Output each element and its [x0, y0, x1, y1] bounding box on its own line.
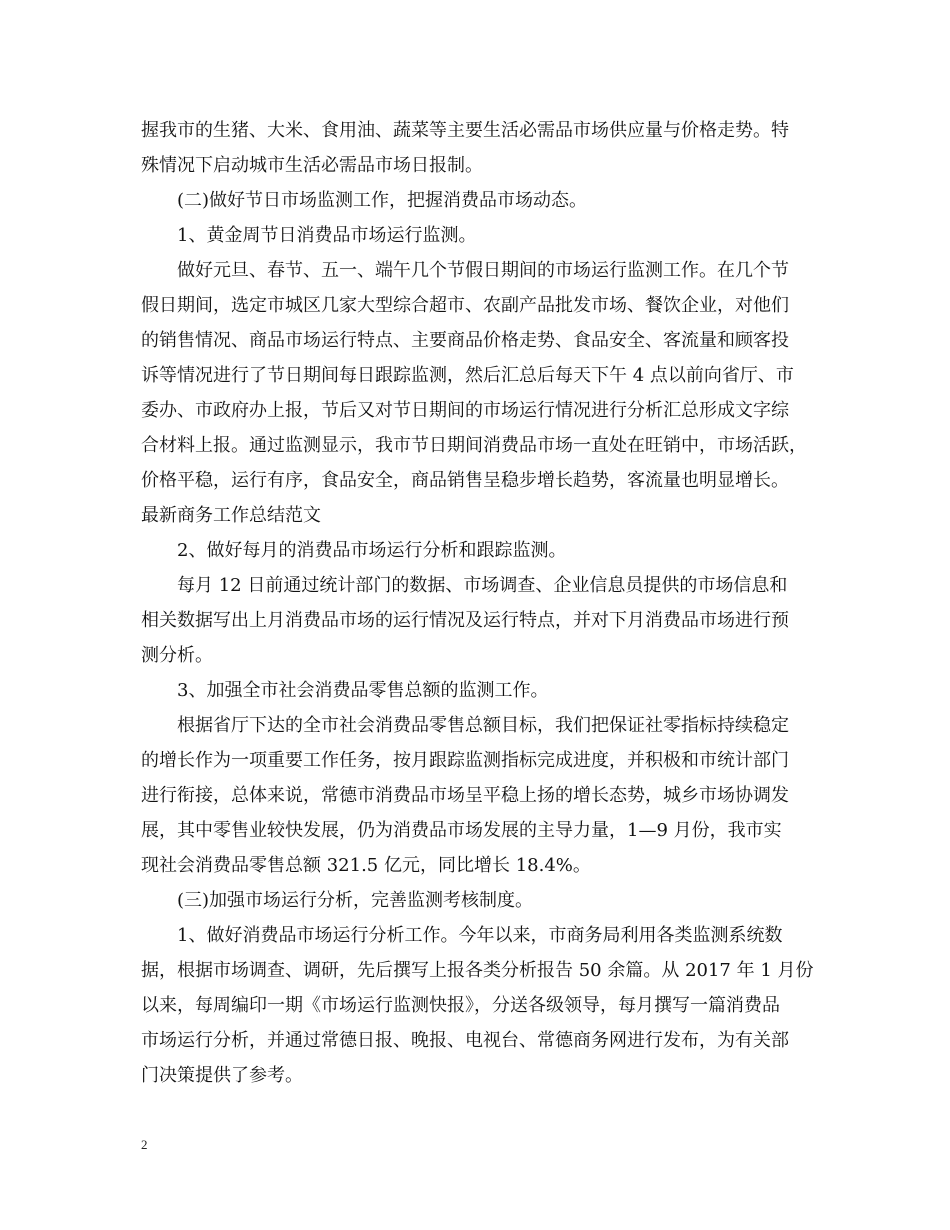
subsection-heading: 1、黄金周节日消费品市场运行监测。: [177, 225, 477, 246]
text-line: 假日期间，选定市城区几家大型综合超市、农副产品批发市场、餐饮企业，对他们: [141, 295, 789, 316]
document-body: [141, 113, 821, 1093]
subsection-heading: 2、做好每月的消费品市场运行分析和跟踪监测。: [177, 540, 567, 561]
text-line: 根据省厅下达的全市社会消费品零售总额目标，我们把保证社零指标持续稳定: [177, 715, 789, 736]
text-line: 据，根据市场调查、调研，先后撰写上报各类分析报告 50 余篇。从 2017 年 1 月份: [141, 960, 814, 981]
text-line: 1、做好消费品市场运行分析工作。今年以来，市商务局利用各类监测系统数: [177, 925, 783, 946]
text-line: 市场运行分析，并通过常德日报、晚报、电视台、常德商务网进行发布，为有关部: [141, 1030, 789, 1051]
text-line: 殊情况下启动城市生活必需品市场日报制。: [141, 155, 483, 176]
text-line: 测分析。: [141, 645, 213, 666]
text-line: 以来，每周编印一期《市场运行监测快报》，分送各级领导，每月撰写一篇消费品: [141, 995, 780, 1016]
text-line: 每月 12 日前通过统计部门的数据、市场调查、企业信息员提供的市场信息和: [177, 575, 788, 596]
text-line: 委办、市政府办上报，节后又对节日期间的市场运行情况进行分析汇总形成文字综: [141, 400, 789, 421]
text-line: 价格平稳，运行有序，食品安全，商品销售呈稳步增长趋势，客流量也明显增长。: [141, 470, 789, 491]
text-line: 进行衔接，总体来说，常德市消费品市场呈平稳上扬的增长态势，城乡市场协调发: [141, 785, 789, 806]
page-number: 2: [141, 1137, 148, 1152]
text-line: 的增长作为一项重要工作任务，按月跟踪监测指标完成进度，并积极和市统计部门: [141, 750, 789, 771]
subsection-heading: 3、加强全市社会消费品零售总额的监测工作。: [177, 680, 549, 701]
text-line: 合材料上报。通过监测显示，我市节日期间消费品市场一直处在旺销中，市场活跃，: [141, 435, 807, 456]
section-heading: (二)做好节日市场监测工作，把握消费品市场动态。: [177, 190, 588, 211]
text-line: 展，其中零售业较快发展，仍为消费品市场发展的主导力量，1—9 月份，我市实: [141, 820, 782, 841]
text-line: 门决策提供了参考。: [141, 1065, 303, 1086]
text-line: 现社会消费品零售总额 321.5 亿元，同比增长 18.4%。: [141, 855, 591, 876]
text-line: 握我市的生猪、大米、食用油、蔬菜等主要生活必需品市场供应量与价格走势。特: [141, 120, 789, 141]
text-line: 诉等情况进行了节日期间每日跟踪监测，然后汇总后每天下午 4 点以前向省厅、市: [141, 365, 794, 386]
text-line: 做好元旦、春节、五一、端午几个节假日期间的市场运行监测工作。在几个节: [177, 260, 789, 281]
section-heading: (三)加强市场运行分析，完善监测考核制度。: [177, 890, 534, 911]
text-line: 相关数据写出上月消费品市场的运行情况及运行特点，并对下月消费品市场进行预: [141, 610, 789, 631]
text-line: 的销售情况、商品市场运行特点、主要商品价格走势、食品安全、客流量和顾客投: [141, 330, 789, 351]
inserted-title-line: 最新商务工作总结范文: [141, 505, 321, 526]
